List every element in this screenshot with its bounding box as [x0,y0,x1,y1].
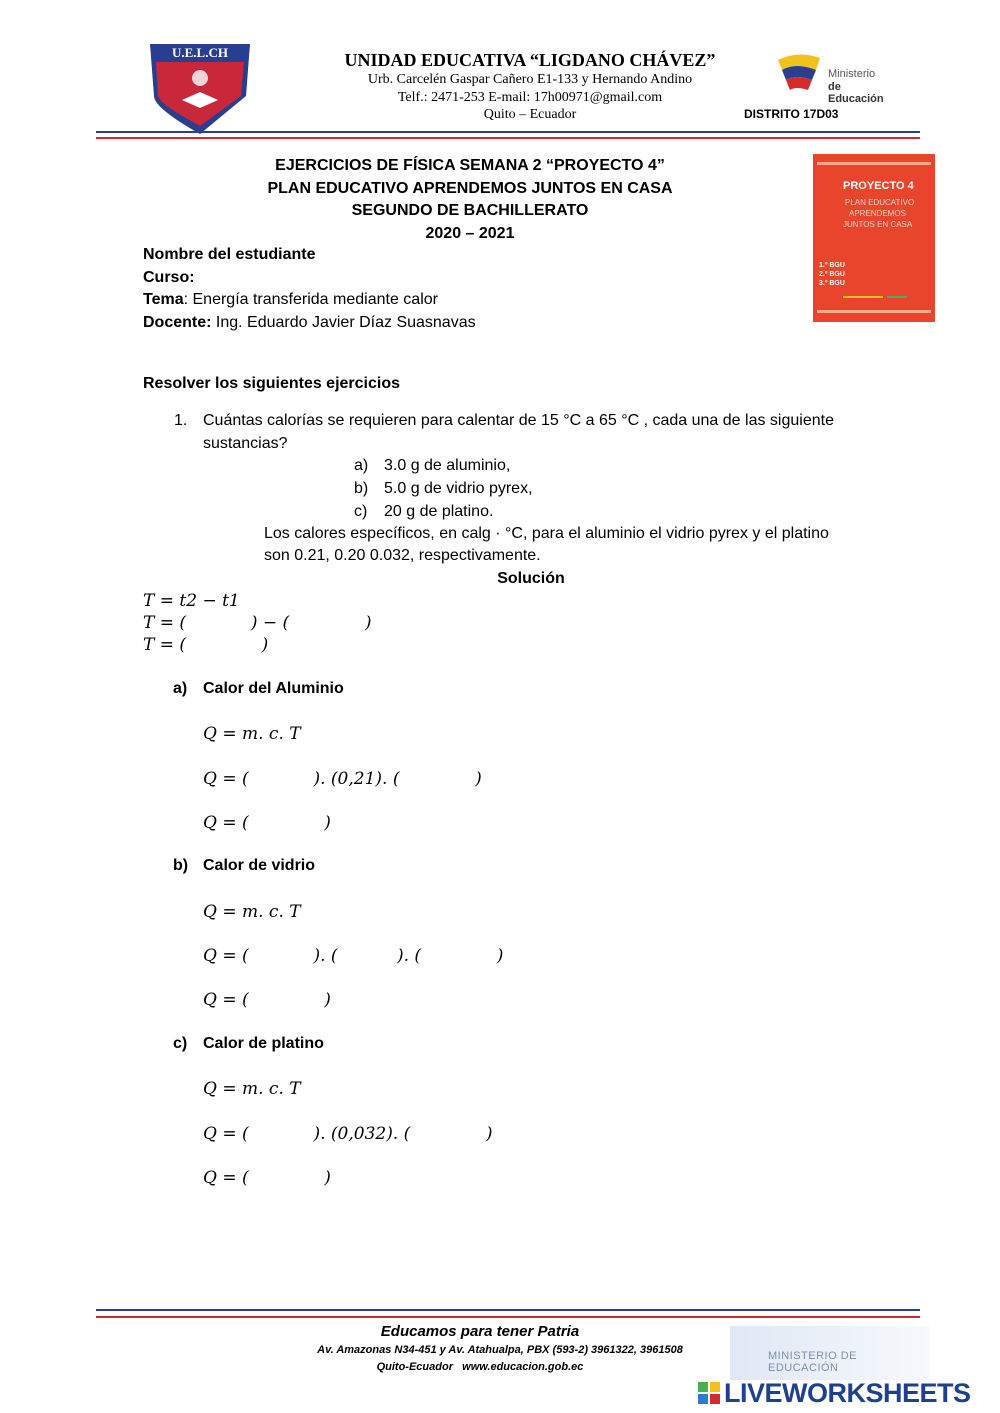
liveworksheets-icon [698,1382,720,1406]
item-a-text: 3.0 g de aluminio, [384,457,511,474]
section-a-letter: a) [173,680,188,697]
title-line1: EJERCICIOS DE FÍSICA SEMANA 2 “PROYECTO 4” [275,157,665,174]
cover-subtitle-3: JUNTOS EN CASA [843,220,913,229]
cover-grade-1: 1.º BGU [819,262,845,269]
title-line4: 2020 – 2021 [425,225,515,242]
section-c-eq-3: Q = ( ) [203,1168,331,1188]
footer-address: Av. Amazonas N34-451 y Av. Atahualpa, PBX (593-2) 3961322, 3961508 [317,1344,683,1356]
liveworksheets-wordmark: LIVEWORKSHEETS [724,1378,971,1408]
school-name: UNIDAD EDUCATIVA “LIGDANO CHÁVEZ” [344,50,716,70]
solution-heading: Solución [497,570,565,587]
footer-rule-blue [96,1309,920,1311]
section-c-eq-1: Q = m. c. T [203,1079,301,1099]
specific-heat-note-1: Los calores específicos, en calg · °C, para el aluminio el vidrio pyrex y el platino [264,525,829,542]
temperature-eq-2: T = ( ) − ( ) [143,613,372,633]
topic-line [143,291,438,309]
item-a-letter: a) [354,457,369,474]
school-contact: Telf.: 2471-253 E-mail: 17h00971@gmail.com [397,90,663,105]
section-b-eq-3: Q = ( ) [203,990,331,1010]
item-b-letter: b) [354,480,369,497]
header-rule-red [96,137,920,139]
section-c-letter: c) [173,1035,188,1052]
student-name-label: Nombre del estudiante [143,246,316,263]
cover-grade-2: 2.º BGU [819,271,845,278]
school-address: Urb. Carcelén Gaspar Cañero E1-133 y Hernando Andino [367,72,693,87]
cover-subtitle-2: APRENDEMOS [849,209,906,218]
section-a-eq-2: Q = ( ). (0,21). ( ) [203,769,482,789]
topic-label: Tema [143,291,184,308]
problem-text-1: Cuántas calorías se requieren para calentar de 15 °C a 65 °C , cada una de las siguiente [203,412,834,429]
logo-text: U.E.L.CH [172,45,228,60]
footer-motto: Educamos para tener Patria [380,1323,580,1340]
book-cover [813,154,935,322]
item-b-text: 5.0 g de vidrio pyrex, [384,480,533,497]
district-label: DISTRITO 17D03 [744,107,839,121]
footer-rule-red [96,1316,920,1318]
course-label: Curso: [143,269,195,286]
section-b-eq-1: Q = m. c. T [203,902,301,922]
section-a-heading: Calor del Aluminio [203,680,344,697]
ministry-logo [776,52,896,105]
temperature-eq-1: T = t2 − t1 [143,591,240,611]
instructions: Resolver los siguientes ejercicios [143,375,401,392]
item-c-letter: c) [354,503,368,520]
teacher-value: Ing. Eduardo Javier Díaz Suasnavas [211,314,476,331]
problem-text-2: sustancias? [203,435,288,452]
header-rule-blue [96,131,920,133]
liveworksheets-logo [698,1378,994,1410]
title-line3: SEGUNDO DE BACHILLERATO [351,202,589,219]
section-a-eq-1: Q = m. c. T [203,724,301,744]
section-a-eq-3: Q = ( ) [203,813,331,833]
school-city: Quito – Ecuador [483,107,577,122]
title-line2: PLAN EDUCATIVO APRENDEMOS JUNTOS EN CASA [267,180,673,197]
ministry-line1: Ministerio [828,68,876,80]
section-c-eq-2: Q = ( ). (0,032). ( ) [203,1124,493,1144]
teacher-line [143,314,476,332]
temperature-eq-3: T = ( ) [143,635,269,655]
cover-heading: PROYECTO 4 [843,180,914,192]
school-logo [142,38,258,134]
section-c-heading: Calor de platino [203,1035,324,1052]
problem-number: 1. [174,412,188,429]
footer-ministry-banner [730,1326,930,1380]
section-b-heading: Calor de vidrio [203,857,316,874]
topic-value: : Energía transferida mediante calor [183,291,438,308]
section-b-letter: b) [173,857,189,874]
cover-grade-3: 3.º BGU [819,280,845,287]
footer-city-web: Quito-Ecuador www.educacion.gob.ec [376,1361,584,1373]
ministry-line2: de Educación [828,81,884,105]
section-b-eq-2: Q = ( ). ( ). ( ) [203,946,504,966]
cover-subtitle-1: PLAN EDUCATIVO [845,198,915,207]
specific-heat-note-2: son 0.21, 0.20 0.032, respectivamente. [264,547,541,564]
item-c-text: 20 g de platino. [384,503,494,520]
teacher-label: Docente: [143,314,212,331]
footer-ministry-text: MINISTERIO DE EDUCACIÓN [768,1350,858,1374]
